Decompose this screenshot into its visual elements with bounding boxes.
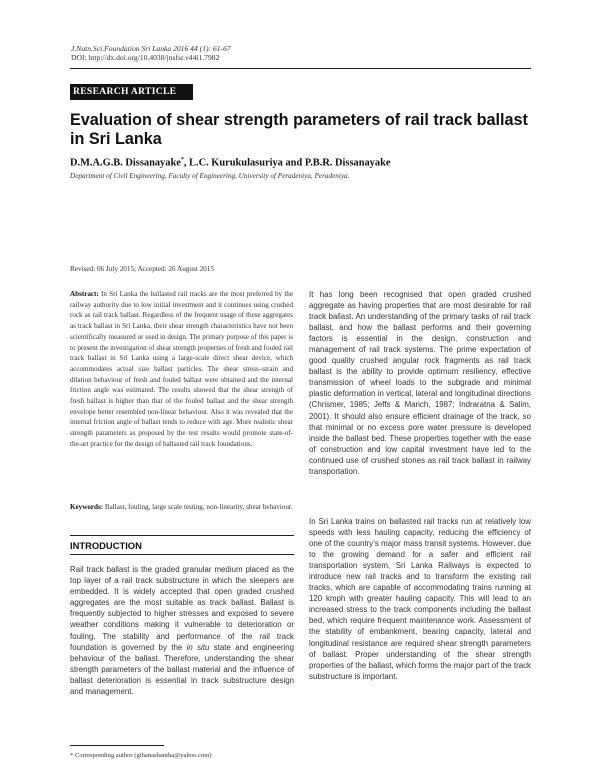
author-list xyxy=(70,157,390,168)
intro-text-b: state and engineering behaviour of the ballast. Therefore, understanding the shear strength parameters of the ballast material and the influence of ballast deterioration is essential in track substructure design and management. xyxy=(70,642,294,697)
intro-italic: in situ xyxy=(186,642,210,652)
section-tag: RESEARCH ARTICLE xyxy=(70,84,193,100)
introduction-paragraph xyxy=(70,564,294,697)
intro-bottom-rule xyxy=(70,554,294,555)
right-column-paragraph-2: In Sri Lanka trains on ballasted rail tracks run at relatively low speeds with less hauling capacity, reducing the efficiency of one of the country’s major mass transit systems. However, due to the growing demand for a safer and efficient rail transportation system, Sri Lanka Railways is expected to introduce new rail tracks and to transform the existing rail tracks, which are capable of accommodating trains running at 120 kmph with greater hauling capacity. This will lead to an increased stress to the track components including the ballast bed, which require frequent maintenance work. Assessment of the stability of embankment, bearing capacity, lateral and longitudinal resistance are required shear strength parameters of ballast. Proper understanding of the shear strength properties of the ballast, which forms the major part of the track substructure is important. xyxy=(309,517,531,681)
abstract-text: In Sri Lanka the ballasted rail tracks are the most preferred by the railway authority due to low initial investment and it continues using crushed rock as rail track ballast. Regardless of the frequent usage of these aggregates as track ballast in Sri Lanka, their shear strength characteristics have not been scientifically measured or used in design. The primary purpose of this paper is to present the investigation of shear strength properties of fresh and fouled rail track ballast in Sri Lanka using a large-scale direct shear device, which accommodates actual size ballast particles. The shear stress–strain and dilation behaviour of fresh and fouled ballast were obtained and the internal friction angle was estimated. The results showed that the shear strength of fresh ballast is higher than that of the fouled ballast and the shear strength envelope better resembled non-linear behaviour. Also it was revealed that the internal friction angle of ballast tends to reduce with age. More realistic shear strength parameters as proposed by the test results would promote state-of-the-art practice for the design of ballasted rail track foundations. xyxy=(70,290,293,448)
corresponding-author-footnote: * Corresponding author (gihanashantha@yahoo.com) xyxy=(70,752,212,759)
right-column-paragraph-1: It has long been recognised that open graded crushed aggregate as having properties that are most desirable for rail track ballast. An understanding of the primary tasks of rail track ballast, and how the ballast performs and their governing factors is essential in the design, construction and management of rail track systems. The prime expectation of good quality crushed angular rock fragments as rail track ballast is the ability to provide optimum resiliency, effective transmission of wheel loads to the subgrade and minimal plastic deformation in vertical, lateral and longitudinal directions (Chrismer, 1985; Jeffs & Marich, 1987; Indraratna & Salim, 2001). It should also ensure efficient drainage of the track, so that minimal or no excess pore water pressure is developed inside the ballast bed. These properties together with the ease of construction and low capital investment have led to the continued use of crushed stones as rail track ballast in railway transportation. xyxy=(309,290,531,476)
first-author: D.M.A.G.B. Dissanayake xyxy=(70,157,181,169)
header-rule xyxy=(70,68,531,69)
introduction-heading: INTRODUCTION xyxy=(70,540,142,551)
keywords-text: Ballast, fouling, large scale testing, non-linearity, shear behaviour. xyxy=(103,503,293,511)
paper-title: Evaluation of shear strength parameters of rail track ballast in Sri Lanka xyxy=(70,111,528,148)
intro-top-rule xyxy=(70,535,294,536)
abstract-label: Abstract: xyxy=(70,290,99,298)
footnote-rule xyxy=(70,745,164,746)
received-dates: Revised: 06 July 2015; Accepted: 26 August 2015 xyxy=(70,265,214,273)
journal-header xyxy=(71,44,231,62)
keywords xyxy=(70,502,293,513)
other-authors: , L.C. Kurukulasuriya and P.B.R. Dissanayake xyxy=(183,157,391,169)
doi-link[interactable]: DOI: http://dx.doi.org/10.4038/jnsfsr.v44i1.7982 xyxy=(71,53,220,63)
intro-text-a: Rail track ballast is the graded granular medium placed as the top layer of a rail track substructure in which the sleepers are embedded. It is widely accepted that open graded crushed aggregates are the most suitable as track ballast. Ballast is frequently subjected to higher stresses and exposed to severe weather conditions making it vulnerable to deterioration or fouling. The stability and performance of the rail track foundation is governed by the xyxy=(70,565,294,652)
journal-citation: J.Natn.Sci.Foundation Sri Lanka 2016 44 (1): 61-67 xyxy=(71,44,231,53)
corresponding-marker: * xyxy=(180,157,184,163)
keywords-label: Keywords: xyxy=(70,503,104,511)
abstract xyxy=(70,289,293,450)
affiliation: Department of Civil Engineering, Faculty of Engineering, University of Peradeniya, Peradeniya. xyxy=(70,172,350,180)
